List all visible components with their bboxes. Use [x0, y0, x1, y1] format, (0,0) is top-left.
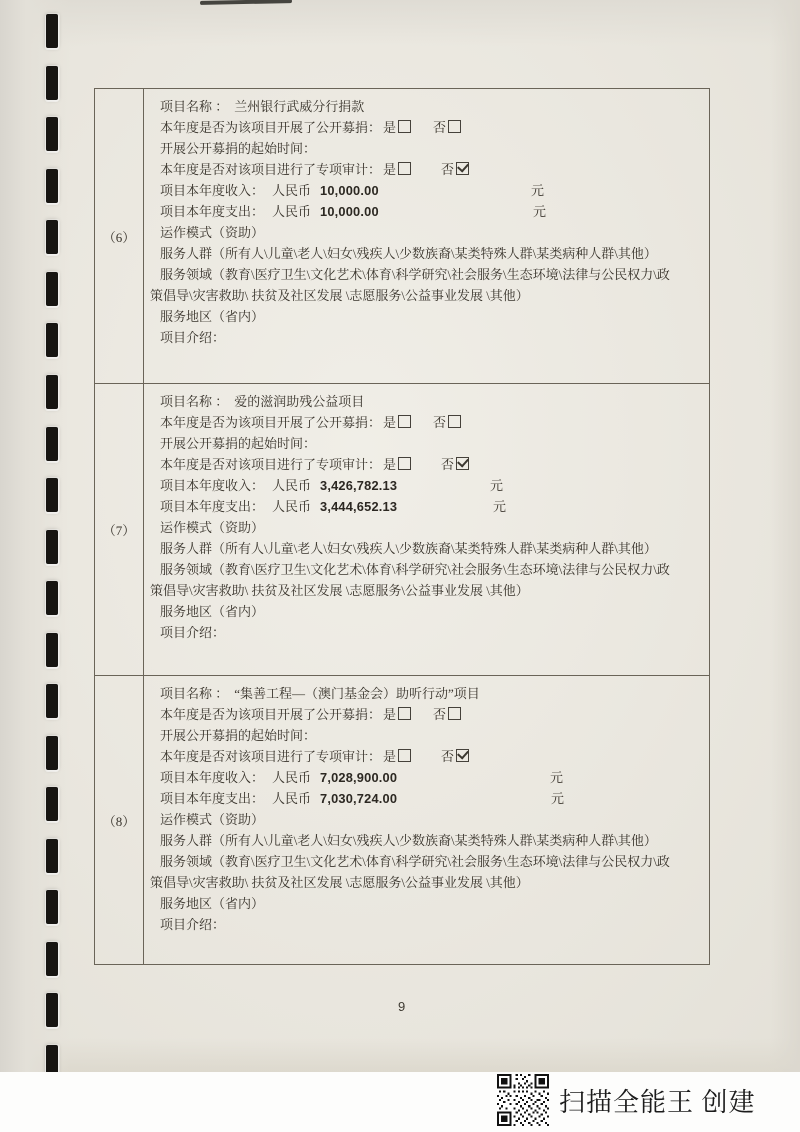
currency-label: 人民币	[272, 204, 312, 219]
service-area-line: 服务地区（省内）	[160, 309, 265, 324]
checkbox-unchecked-icon	[398, 749, 411, 762]
public-fundraising-line	[160, 412, 705, 433]
income-line	[160, 475, 705, 496]
row-index-cell	[95, 676, 144, 964]
unit-label: 元	[533, 204, 547, 219]
row-index: （8）	[102, 813, 136, 829]
currency-label: 人民币	[272, 478, 312, 493]
fundraising-start-line: 开展公开募捐的起始时间：	[160, 141, 317, 156]
service-people-line: 服务人群（所有人\儿童\老人\妇女\残疾人\少数族裔\某类特殊人群\某类病种人群\其他）	[160, 541, 657, 556]
service-field-line: 服务领域（教育\医疗卫生\文化艺术\体育\科学研究\社会服务\生态环境\法律与公民权力\政	[160, 562, 670, 577]
expense-amount: 7,030,724.00	[320, 791, 398, 806]
project-name-label: 项目名称 ：	[160, 686, 229, 701]
binding-hole	[46, 272, 58, 306]
binding-hole	[46, 66, 58, 100]
unit-label: 元	[493, 499, 507, 514]
binding-hole	[46, 375, 58, 409]
income-amount: 7,028,900.00	[320, 770, 398, 785]
currency-label: 人民币	[272, 791, 312, 806]
binding-hole	[46, 478, 58, 512]
binding-hole	[46, 169, 58, 203]
unit-label: 元	[551, 791, 565, 806]
special-audit-label: 本年度是否对该项目进行了专项审计：	[160, 162, 382, 177]
checkbox-unchecked-icon	[448, 707, 461, 720]
special-audit-line	[160, 159, 705, 180]
public-fundraising-label: 本年度是否为该项目开展了公开募捐：	[160, 415, 382, 430]
intro-line: 项目介绍：	[160, 330, 226, 345]
project-name-value: 兰州银行武威分行捐款	[234, 99, 365, 114]
no-label: 否	[433, 120, 447, 135]
project-name-value: 爱的滋润助残公益项目	[234, 394, 365, 409]
special-audit-label: 本年度是否对该项目进行了专项审计：	[160, 457, 382, 472]
binding-hole	[46, 993, 58, 1027]
binding-hole	[46, 530, 58, 564]
row-index: （6）	[102, 229, 136, 245]
binding-hole	[46, 220, 58, 254]
fundraising-start-line: 开展公开募捐的起始时间：	[160, 436, 317, 451]
checkbox-unchecked-icon	[398, 162, 411, 175]
project-name-line	[160, 391, 705, 412]
binding-hole	[46, 942, 58, 976]
checkbox-unchecked-icon	[398, 120, 411, 133]
currency-label: 人民币	[272, 183, 312, 198]
binding-hole	[46, 633, 58, 667]
special-audit-line	[160, 454, 705, 475]
intro-line: 项目介绍：	[160, 917, 226, 932]
expense-amount: 3,444,652.13	[320, 499, 398, 514]
yes-label: 是	[383, 749, 397, 764]
project-name-label: 项目名称 ：	[160, 394, 229, 409]
expense-label: 项目本年度支出：	[160, 791, 265, 806]
service-field-line-cont: 策倡导\灾害救助\ 扶贫及社区发展 \志愿服务\公益事业发展 \其他）	[150, 583, 529, 598]
special-audit-label: 本年度是否对该项目进行了专项审计：	[160, 749, 382, 764]
public-fundraising-label: 本年度是否为该项目开展了公开募捐：	[160, 707, 382, 722]
projects-table	[94, 88, 710, 965]
service-field-line-cont: 策倡导\灾害救助\ 扶贫及社区发展 \志愿服务\公益事业发展 \其他）	[150, 875, 529, 890]
expense-label: 项目本年度支出：	[160, 204, 265, 219]
project-name-line	[160, 683, 705, 704]
no-label: 否	[441, 162, 455, 177]
row-index-cell	[95, 89, 144, 383]
scan-edge-artifact	[200, 0, 292, 5]
checkbox-unchecked-icon	[398, 707, 411, 720]
yes-label: 是	[383, 457, 397, 472]
special-audit-line	[160, 746, 705, 767]
service-people-line: 服务人群（所有人\儿童\老人\妇女\残疾人\少数族裔\某类特殊人群\某类病种人群\其他）	[160, 246, 657, 261]
row-content-cell	[144, 384, 709, 675]
binding-hole	[46, 1045, 58, 1073]
no-label: 否	[433, 707, 447, 722]
service-field-line: 服务领域（教育\医疗卫生\文化艺术\体育\科学研究\社会服务\生态环境\法律与公民权力\政	[160, 267, 670, 282]
income-line	[160, 180, 705, 201]
income-label: 项目本年度收入：	[160, 478, 265, 493]
row-content-cell	[144, 676, 709, 964]
expense-label: 项目本年度支出：	[160, 499, 265, 514]
binding-hole	[46, 684, 58, 718]
checkbox-unchecked-icon	[398, 415, 411, 428]
intro-line: 项目介绍：	[160, 625, 226, 640]
service-field-line-cont: 策倡导\灾害救助\ 扶贫及社区发展 \志愿服务\公益事业发展 \其他）	[150, 288, 529, 303]
scanner-watermark-text: 扫描全能王 创建	[559, 1088, 756, 1117]
expense-line	[160, 788, 705, 809]
checkbox-unchecked-icon	[398, 457, 411, 470]
expense-line	[160, 201, 705, 222]
page-number: 9	[398, 999, 406, 1014]
binding-hole	[46, 787, 58, 821]
yes-label: 是	[383, 162, 397, 177]
unit-label: 元	[550, 770, 564, 785]
income-amount: 10,000.00	[320, 183, 379, 198]
currency-label: 人民币	[272, 499, 312, 514]
yes-label: 是	[383, 415, 397, 430]
table-row	[95, 383, 709, 675]
row-index: （7）	[102, 523, 136, 538]
qr-code-icon	[497, 1074, 549, 1126]
row-index-cell	[95, 384, 144, 675]
no-label: 否	[441, 457, 455, 472]
income-line	[160, 767, 705, 788]
binding-hole	[46, 427, 58, 461]
project-name-line	[160, 96, 705, 117]
binding-hole	[46, 581, 58, 615]
unit-label: 元	[490, 478, 504, 493]
unit-label: 元	[531, 183, 545, 198]
public-fundraising-line	[160, 117, 705, 138]
operation-mode-line: 运作模式（资助）	[160, 812, 265, 827]
binding-hole	[46, 736, 58, 770]
yes-label: 是	[383, 120, 397, 135]
project-name-label: 项目名称 ：	[160, 99, 229, 114]
income-label: 项目本年度收入：	[160, 183, 265, 198]
table-row	[95, 675, 709, 964]
operation-mode-line: 运作模式（资助）	[160, 520, 265, 535]
income-label: 项目本年度收入：	[160, 770, 265, 785]
binding-hole	[46, 14, 58, 48]
checkbox-checked-icon	[456, 749, 469, 762]
expense-amount: 10,000.00	[320, 204, 379, 219]
public-fundraising-label: 本年度是否为该项目开展了公开募捐：	[160, 120, 382, 135]
checkbox-unchecked-icon	[448, 120, 461, 133]
service-people-line: 服务人群（所有人\儿童\老人\妇女\残疾人\少数族裔\某类特殊人群\某类病种人群\其他）	[160, 833, 657, 848]
yes-label: 是	[383, 707, 397, 722]
no-label: 否	[441, 749, 455, 764]
service-area-line: 服务地区（省内）	[160, 896, 265, 911]
fundraising-start-line: 开展公开募捐的起始时间：	[160, 728, 317, 743]
currency-label: 人民币	[272, 770, 312, 785]
public-fundraising-line	[160, 704, 705, 725]
scanner-watermark-strip	[0, 1072, 800, 1132]
binding-hole	[46, 117, 58, 151]
checkbox-checked-icon	[456, 457, 469, 470]
binding-hole	[46, 890, 58, 924]
service-field-line: 服务领域（教育\医疗卫生\文化艺术\体育\科学研究\社会服务\生态环境\法律与公民权力\政	[160, 854, 670, 869]
binding-hole	[46, 839, 58, 873]
operation-mode-line: 运作模式（资助）	[160, 225, 265, 240]
checkbox-checked-icon	[456, 162, 469, 175]
table-row	[95, 89, 709, 383]
expense-line	[160, 496, 705, 517]
row-content-cell	[144, 89, 709, 383]
no-label: 否	[433, 415, 447, 430]
project-name-value: “集善工程—（澳门基金会）助听行动”项目	[234, 686, 480, 701]
service-area-line: 服务地区（省内）	[160, 604, 265, 619]
binding-hole	[46, 323, 58, 357]
income-amount: 3,426,782.13	[320, 478, 398, 493]
checkbox-unchecked-icon	[448, 415, 461, 428]
